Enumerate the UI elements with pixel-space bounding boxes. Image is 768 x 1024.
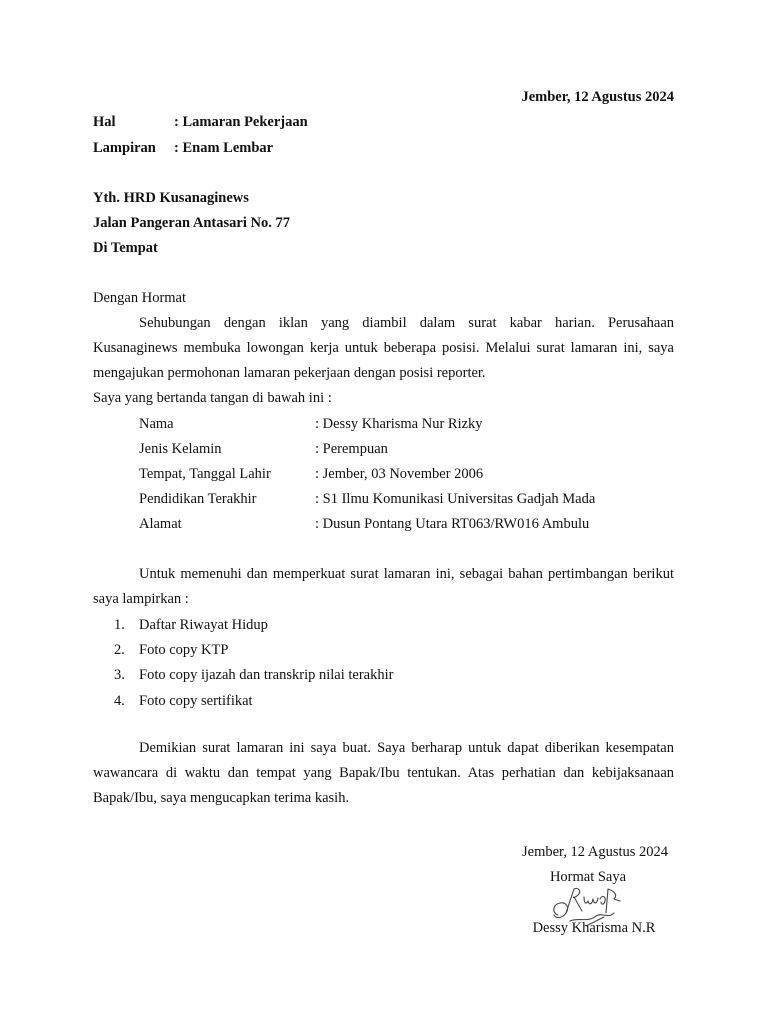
identity-label: Tempat, Tanggal Lahir <box>139 466 271 482</box>
attachment-count-label: Lampiran <box>93 140 156 156</box>
attachment-count-value: : Enam Lembar <box>174 140 274 156</box>
list-item: Foto copy KTP <box>139 642 229 658</box>
undersigned-statement: Saya yang bertanda tangan di bawah ini : <box>93 390 332 406</box>
letter-date: Jember, 12 Agustus 2024 <box>521 89 674 105</box>
signature-name: Dessy Kharisma N.R <box>532 920 656 936</box>
list-item: Foto copy sertifikat <box>139 693 253 709</box>
identity-label: Alamat <box>139 516 182 532</box>
identity-value: : Dessy Kharisma Nur Rizky <box>315 416 483 432</box>
attachments-intro: Untuk memenuhi dan memperkuat surat lamaran ini, sebagai bahan pertimbangan berikut saya lampirkan : <box>93 566 674 608</box>
identity-label: Nama <box>139 416 174 432</box>
recipient-line-2: Jalan Pangeran Antasari No. 77 <box>93 215 290 231</box>
identity-label: Jenis Kelamin <box>139 441 222 457</box>
closing-paragraph: Demikian surat lamaran ini saya buat. Saya berharap untuk dapat diberikan kesempatan wawancara di waktu dan tempat yang Bapak/Ibu tentukan. Atas perhatian dan kebijaksanaan Bapak/Ibu, saya mengucapkan terima kasih. <box>93 740 674 807</box>
list-item: Foto copy ijazah dan transkrip nilai terakhir <box>139 667 394 683</box>
list-item-number: 4. <box>114 693 125 709</box>
subject-label: Hal <box>93 114 116 130</box>
greeting: Dengan Hormat <box>93 290 187 306</box>
subject-value: : Lamaran Pekerjaan <box>174 114 308 130</box>
signature-date: Jember, 12 Agustus 2024 <box>521 844 669 860</box>
intro-paragraph: Sehubungan dengan iklan yang diambil dalam surat kabar harian. Perusahaan Kusanaginews membuka lowongan kerja untuk beberapa posisi. Melalui surat lamaran ini, saya mengajukan permohonan lamaran pekerjaan dengan posisi reporter. <box>93 315 674 382</box>
list-item-number: 3. <box>114 667 125 683</box>
identity-label: Pendidikan Terakhir <box>139 491 257 507</box>
signature-salutation: Hormat Saya <box>549 869 627 885</box>
identity-value: : Jember, 03 November 2006 <box>315 466 484 482</box>
identity-value: : Dusun Pontang Utara RT063/RW016 Ambulu <box>315 516 590 532</box>
identity-value: : Perempuan <box>315 441 388 457</box>
identity-value: : S1 Ilmu Komunikasi Universitas Gadjah Mada <box>315 491 596 507</box>
recipient-line-1: Yth. HRD Kusanaginews <box>93 190 249 206</box>
list-item: Daftar Riwayat Hidup <box>139 617 268 633</box>
list-item-number: 1. <box>114 617 125 633</box>
list-item-number: 2. <box>114 642 125 658</box>
recipient-line-3: Di Tempat <box>93 240 158 256</box>
